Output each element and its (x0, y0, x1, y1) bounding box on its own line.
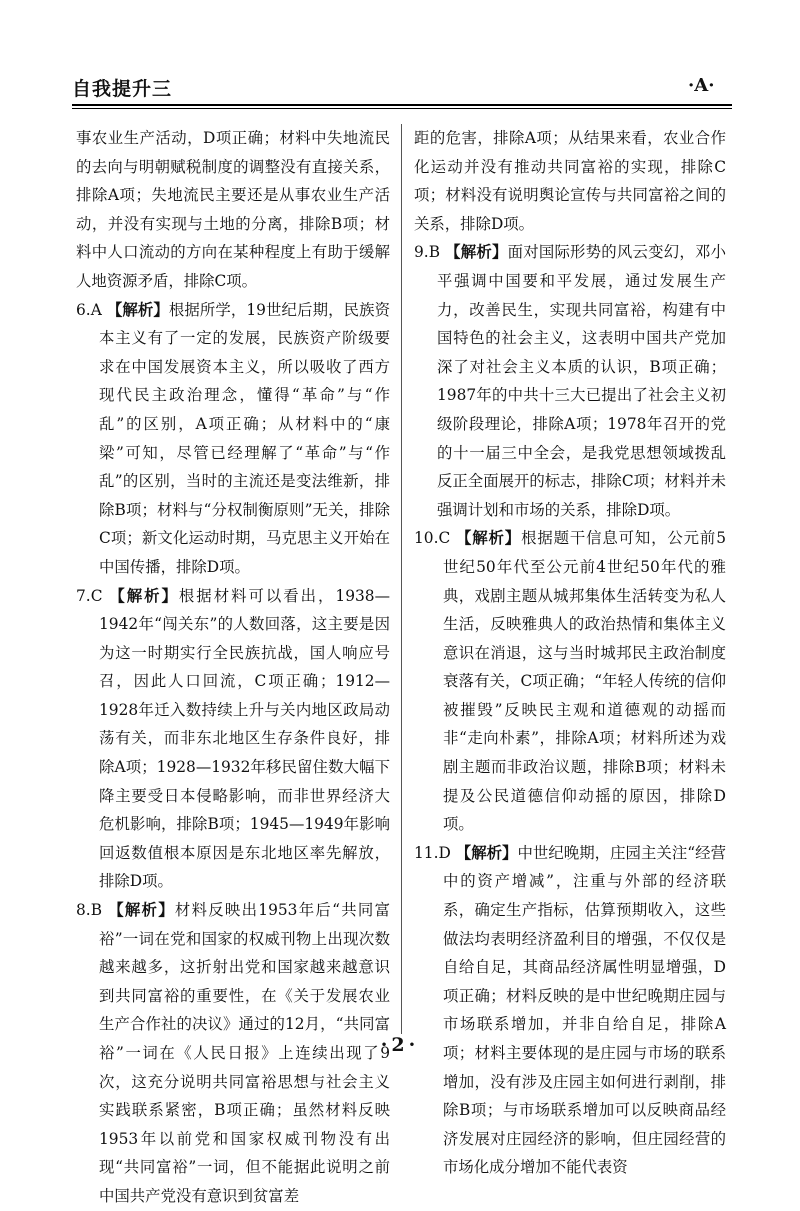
item-text: 中世纪晚期，庄园主关注“经营中的资产增减”，注重与外部的经济联系，确定生产指标，估算预期收入，这些做法均表明经济盈利目的增强，不仅仅是自给自足，其商品经济属性明显增强，D项正确；材料反映的是中世纪晚期庄园与市场联系增加，并非自给自足，排除A项；材料主要体现的是庄园与市场的联系增加，没有涉及庄园主如何进行剥削，排除B项；与市场联系增加可以反映商品经济发展对庄园经济的影响，但庄园经营的市场化成分增加不能代表资 (443, 843, 726, 1177)
item-text: 面对国际形势的风云变幻，邓小平强调中国要和平发展，通过发展生产力，改善民生，实现共同富裕，构建有中国特色的社会主义，这表明中国共产党加深了对社会主义本质的认识，B项正确；1987年的中共十三大已提出了社会主义初级阶段理论，排除A项；1978年召开的党的十一届三中全会，是我党思想领域拨乱反正全面展开的标志，排除C项；材料并未强调计划和市场的关系，排除D项。 (437, 243, 726, 519)
analysis-tag: 【解析】 (106, 300, 169, 319)
continuation-text: 事农业生产活动，D项正确；材料中失地流民的去向与明朝赋税制度的调整没有直接关系，排除A项；失地流民主要还是从事农业生产活动，并没有实现与土地的分离，排除B项；材料中人口流动的方向在某种程度上有助于缓解人地资源矛盾，排除C项。 (76, 129, 390, 290)
analysis-tag: 【解析】 (109, 586, 179, 605)
analysis-tag: 【解析】 (455, 843, 518, 862)
item-number: 9. (414, 243, 429, 262)
item-number: 6. (76, 300, 91, 319)
right-column (414, 124, 726, 1182)
item-number: 8. (76, 901, 91, 920)
answer-item-7 (76, 582, 390, 897)
item-answer: C (438, 529, 451, 548)
item-answer: C (90, 586, 103, 605)
header-rule-thin (72, 108, 732, 109)
item-text: 根据材料可以看出，1938—1942年“闯关东”的人数回落，这主要是因为这一时期实行全民族抗战，国人响应号召，因此人口回流，C项正确；1912—1928年迁入数持续上升与关内地区政局动荡有关，而非东北地区生存条件良好，排除A项；1928—1932年移民留住数大幅下降主要受日本侵略影响，而非世界经济大危机影响，排除B项；1945—1949年影响回返数值根本原因是东北地区率先解放，排除D项。 (99, 586, 390, 891)
item-number: 11. (414, 843, 439, 862)
item-text: 材料反映出1953年后“共同富裕”一词在党和国家的权威刊物上出现次数越来越多，这折射出党和国家越来越意识到共同富裕的重要性，在《关于发展农业生产合作社的决议》通过的12月，“共同富裕”一词在《人民日报》上连续出现了9次，这充分说明共同富裕思想与社会主义实践联系紧密，B项正确；虽然材料反映1953年以前党和国家权威刊物没有出现“共同富裕”一词，但不能据此说明之前中国共产党没有意识到贫富差 (99, 901, 390, 1205)
item-number: 7. (76, 586, 91, 605)
item-answer: B (428, 243, 440, 262)
answer-item-9 (414, 238, 726, 524)
continuation-text: 距的危害，排除A项；从结果来看，农业合作化运动并没有推动共同富裕的实现，排除C项；材料没有说明舆论宣传与共同富裕之间的关系，排除D项。 (414, 129, 726, 233)
header-title: 自我提升三 (72, 78, 173, 100)
item-answer: A (90, 300, 102, 319)
answer-item-6 (76, 296, 390, 582)
header-rule-thick (72, 104, 732, 106)
item-text: 根据所学，19世纪后期，民族资本主义有了一定的发展，民族资产阶级要求在中国发展资本主义，所以吸收了西方现代民主政治理念，懂得“革命”与“作乱”的区别，A项正确；从材料中的“康梁”可知，尽管已经理解了“革命”与“作乱”的区别，当时的主流还是变法维新，排除B项；材料与“分权制衡原则”无关，排除C项；新文化运动时期，马克思主义开始在中国传播，排除D项。 (99, 300, 390, 576)
item-text: 根据题干信息可知，公元前5世纪50年代至公元前4世纪50年代的雅典，戏剧主题从城邦集体生活转变为私人生活，反映雅典人的政治热情和集体主义意识在消退，这与当时城邦民主政治制度衰落有关，C项正确；“年轻人传统的信仰被摧毁”反映民主观和道德观的动摇而非“走向朴素”，排除A项；材料所述为戏剧主题而非政治议题，排除B项；材料未提及公民道德信仰动摇的原因，排除D项。 (443, 529, 726, 834)
answer-item-11 (414, 839, 726, 1182)
answer-item-10 (414, 524, 726, 839)
analysis-tag: 【解析】 (445, 243, 508, 262)
item-answer: D (438, 843, 451, 862)
header-edition-mark: ·A· (688, 75, 715, 96)
page-number: ·2· (380, 1034, 420, 1056)
item-answer: B (90, 901, 102, 920)
analysis-tag: 【解析】 (456, 529, 522, 548)
analysis-tag: 【解析】 (108, 901, 175, 920)
column-divider (401, 124, 402, 1034)
item-number: 10. (414, 529, 439, 548)
